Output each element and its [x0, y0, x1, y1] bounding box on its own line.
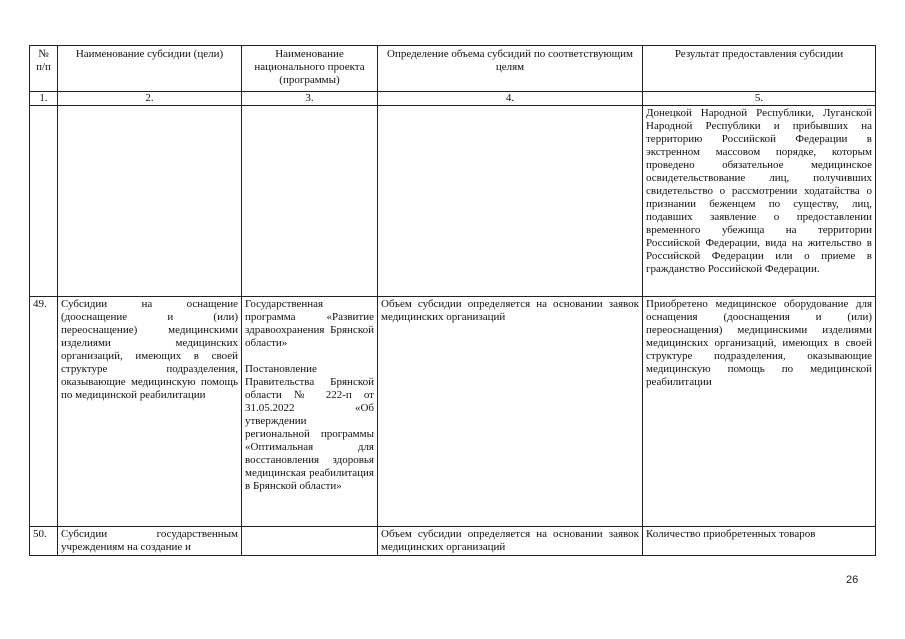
cell-volume-definition: Объем субсидии определяется на основании заявок медицинских организаций	[378, 527, 643, 556]
column-number: 1.	[30, 92, 58, 106]
cell-number: 49.	[30, 297, 58, 527]
header-number: № п/п	[30, 46, 58, 92]
page-number: 26	[846, 574, 859, 586]
cell-subsidy-name: Субсидии государственным учреждениям на создание и	[58, 527, 242, 556]
column-number: 2.	[58, 92, 242, 106]
table-header-row	[30, 46, 876, 92]
header-volume-definition: Определение объема субсидий по соответствующим целям	[378, 46, 643, 92]
project-resolution: Постановление Правительства Брянской области № 222-п от 31.05.2022 «Об утверждении региональной программы «Оптимальная для восстановления здоровья медицинская реабилитация в Брянской области»	[245, 363, 374, 492]
subsidy-table	[29, 45, 876, 556]
cell-result: Количество приобретенных товаров	[643, 527, 876, 556]
table-row	[30, 297, 876, 527]
header-national-project: Наименование национального проекта (программы)	[242, 46, 378, 92]
column-number: 5.	[643, 92, 876, 106]
table-row	[30, 527, 876, 556]
column-number: 3.	[242, 92, 378, 106]
cell-result-continued: Донецкой Народной Республики, Луганской Народной Республики и прибывших на территорию Российской Федерации в экстренном массовом порядке, которым проведено обязательное медицинское освидетельствование лиц, получивших свидетельство о рассмотрении ходатайства о признании беженцем по существу, лиц, подавших заявление о предоставлении временного убежища на территории Российской Федерации, вида на жительство в Российской Федерации или о приеме в гражданство Российской Федерации.	[643, 106, 876, 297]
column-number-row	[30, 92, 876, 106]
cell-result: Приобретено медицинское оборудование для оснащения (дооснащения и (или) переоснащения) медицинскими изделиями медицинских организаций, имеющих в своей структуре подразделения, оказывающие медицинскую помощь по медицинской реабилитации	[643, 297, 876, 527]
cell-empty	[242, 106, 378, 297]
cell-number: 50.	[30, 527, 58, 556]
header-result: Результат предоставления субсидии	[643, 46, 876, 92]
cell-empty	[30, 106, 58, 297]
cell-empty	[58, 106, 242, 297]
cell-volume-definition: Объем субсидии определяется на основании заявок медицинских организаций	[378, 297, 643, 527]
table-row	[30, 106, 876, 297]
cell-national-project	[242, 297, 378, 527]
header-subsidy-name: Наименование субсидии (цели)	[58, 46, 242, 92]
cell-empty	[378, 106, 643, 297]
cell-national-project	[242, 527, 378, 556]
project-program: Государственная программа «Развитие здравоохранения Брянской области»	[245, 298, 374, 349]
spacer	[245, 350, 374, 363]
column-number: 4.	[378, 92, 643, 106]
cell-subsidy-name: Субсидии на оснащение (дооснащение и (или) переоснащение) медицинскими изделиями медицинских организаций, имеющих в своей структуре подразделения, оказывающие медицинскую помощь по медицинской реабилитации	[58, 297, 242, 527]
